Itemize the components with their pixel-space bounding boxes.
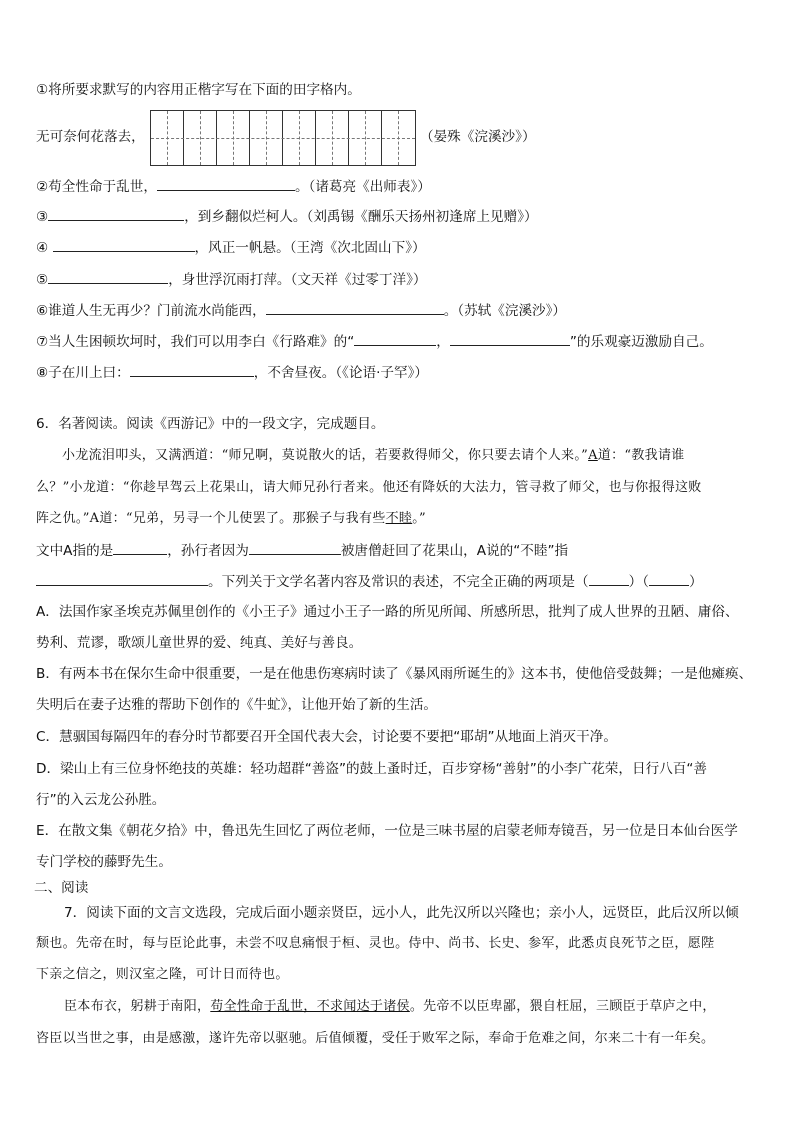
option-b-text: B．有两本书在保尔生命中很重要，一是在他患伤寒病时读了《暴风雨所诞生的》这本书，使他倍受鼓舞；一是他瘫痪、 [36,666,753,682]
ask-line-1 [36,540,568,561]
q7-text: 颓也。先帝在时，每与臣论此事，未尝不叹息痛恨于桓、灵也。侍中、尚书、长史、参军，此悉贞良死节之臣，愿陛 [36,936,715,951]
option-b-line2 [36,695,437,715]
option-d-line2 [36,790,165,810]
passage-text: 道：“教我请谁 [597,448,685,463]
ask-text: 。下列关于文学名著内容及常识的表述，不完全正确的两项是（ [208,574,589,590]
passage-text: 么？”小龙道：“你趁早驾云上花果山，请大师兄孙行者来。他还有降妖的大法力，管寻救了师父，也与你报得这败 [36,480,702,495]
tian-grid[interactable] [150,110,416,166]
option-e-line1 [36,821,738,841]
passage2-line2 [36,1029,714,1049]
answer-blank[interactable] [113,540,167,555]
item4-line [36,237,426,258]
passage-line-1 [62,446,685,466]
option-b-text: 失明后在妻子达雅的帮助下创作的《牛虻》，让他开始了新的生活。 [36,697,438,713]
item5-suffix: ，身世浮沉雨打萍。（文天祥《过零丁洋》） [168,272,427,288]
q7-line3 [36,965,289,985]
option-d-text: D．梁山上有三位身怀绝技的英雄：轻功超群“善盗”的鼓上蚤时迁，百步穿杨“善射”的小李广花荣，日行八百“善 [36,761,707,777]
passage2-text: 。先帝不以臣卑鄙，猥自枉屈，三顾臣于草庐之中， [409,999,716,1014]
q7-text: 7．阅读下面的文言文选段，完成后面小题亲贤臣，远小人，此先汉所以兴隆也；亲小人，远贤臣，此后汉所以倾 [64,905,739,921]
ask-text: ）（ [628,574,650,590]
item2-text: ②苟全性命于乱世， [36,179,157,195]
answer-blank[interactable] [53,237,195,252]
option-c-text: C．慧骃国每隔四年的春分时节都要召开全国代表大会，讨论要不要把“耶胡”从地面上消灭干净。 [36,729,617,745]
answer-blank[interactable] [157,176,295,191]
item6-prefix: ⑥谁道人生无再少？门前流水尚能西， [36,303,266,319]
ask-text: 被唐僧赶回了花果山，A说的“不睦”指 [340,543,569,559]
answer-blank[interactable] [249,540,341,555]
item2-line [36,176,431,197]
item1-prefix-text: 无可奈何花落去， [36,129,145,145]
section-heading [34,878,88,898]
q7-text: 下亲之信之，则汉室之隆，可计日而待也。 [36,967,289,982]
option-a-text: A．法国作家圣埃克苏佩里创作的《小王子》通过小王子一路的所见所闻、所感所思，批判了成人世界的丑陋、庸俗、 [36,604,739,620]
option-c-line [36,727,617,747]
answer-blank[interactable] [130,362,254,377]
answer-blank[interactable] [266,300,444,315]
ask-text: 文中A指的是 [36,543,114,559]
item4-prefix: ④ [36,240,53,256]
instruction-text: ①将所要求默写的内容用正楷字写在下面的田字格内。 [36,82,361,98]
option-e-line2 [36,852,172,872]
q6-heading [36,414,385,434]
item7-prefix: ⑦当人生困顿坎坷时，我们可以用李白《行路难》的“ [36,334,355,350]
passage2-text: 咨臣以当世之事，由是感激，遂许先帝以驱驰。后值倾覆，受任于败军之际，奉命于危难之间，尔来二十有一年矣。 [36,1031,715,1046]
passage2-line1 [64,997,716,1017]
passage-text: 阵之仇。”A道：“兄弟，另寻一个儿使罢了。那猴子与我有些 [36,511,386,526]
passage-text: 。” [412,511,426,526]
choice-blank[interactable] [649,571,689,586]
passage-line-2 [36,478,702,498]
option-d-text: 行”的入云龙公孙胜。 [36,792,166,808]
item7-mid: ， [436,334,450,350]
item3-prefix: ③ [36,209,49,225]
option-b-line1 [36,664,752,684]
item5-prefix: ⑤ [36,272,49,288]
instruction-line [36,80,361,100]
item8-prefix: ⑧子在川上曰： [36,365,130,381]
item7-line [36,331,713,352]
answer-blank[interactable] [48,269,168,284]
answer-blank[interactable] [450,331,570,346]
option-d-line1 [36,759,707,779]
item2-suffix: 。（诸葛亮《出师表》） [294,179,431,195]
item1-source-text: （晏殊《浣溪沙》） [420,129,536,145]
q7-line2 [36,934,714,954]
item8-suffix: ，不舍昼夜。（《论语·子罕》） [253,365,428,381]
answer-blank[interactable] [354,331,436,346]
ask-line-2 [36,571,703,592]
item6-suffix: 。（苏轼《浣溪沙》） [443,303,567,319]
item6-line [36,300,566,321]
item7-suffix: ”的乐观豪迈激励自己。 [569,334,713,350]
choice-blank[interactable] [589,571,629,586]
answer-blank[interactable] [48,206,184,221]
ask-text: ） [689,574,703,590]
option-a-line1 [36,602,739,622]
q7-line1 [64,903,739,923]
passage2-underlined: 苟全性命于乱世，不求闻达于诸侯 [210,999,410,1014]
item1-source [420,127,536,147]
item5-line [36,269,426,290]
ask-text: ，孙行者因为 [167,543,249,559]
item4-suffix: ，风正一帆悬。（王湾《次北固山下》） [194,240,426,256]
passage-line-3 [36,509,426,529]
q6-heading-text: 6．名著阅读。阅读《西游记》中的一段文字，完成题目。 [36,416,385,432]
passage-underlined-a: A [588,448,598,463]
option-e-text: E．在散文集《朝花夕拾》中，鲁迅先生回忆了两位老师，一位是三味书屋的启蒙老师寿镜吾，另一位是日本仙台医学 [36,823,738,839]
item3-line [36,206,538,227]
section-heading-text: 二、阅读 [34,880,89,896]
grid-guide [151,138,415,139]
passage-underlined-bumu: 不睦 [385,511,413,526]
option-a-line2 [36,633,362,653]
option-a-text: 势利、荒谬，歌颂儿童世界的爱、纯真、美好与善良。 [36,635,363,651]
item3-suffix: ，到乡翻似烂柯人。（刘禹锡《酬乐天扬州初逢席上见赠》） [184,209,538,225]
option-e-text: 专门学校的藤野先生。 [36,854,172,870]
passage-text: 小龙流泪叩头，又满洒道：“师兄啊，莫说散火的话，若要救得师父，你只要去请个人来。” [62,448,589,463]
item8-line [36,362,428,383]
item1-prefix [36,127,145,147]
answer-blank[interactable] [36,571,208,586]
passage2-text: 臣本布衣，躬耕于南阳， [64,999,211,1014]
